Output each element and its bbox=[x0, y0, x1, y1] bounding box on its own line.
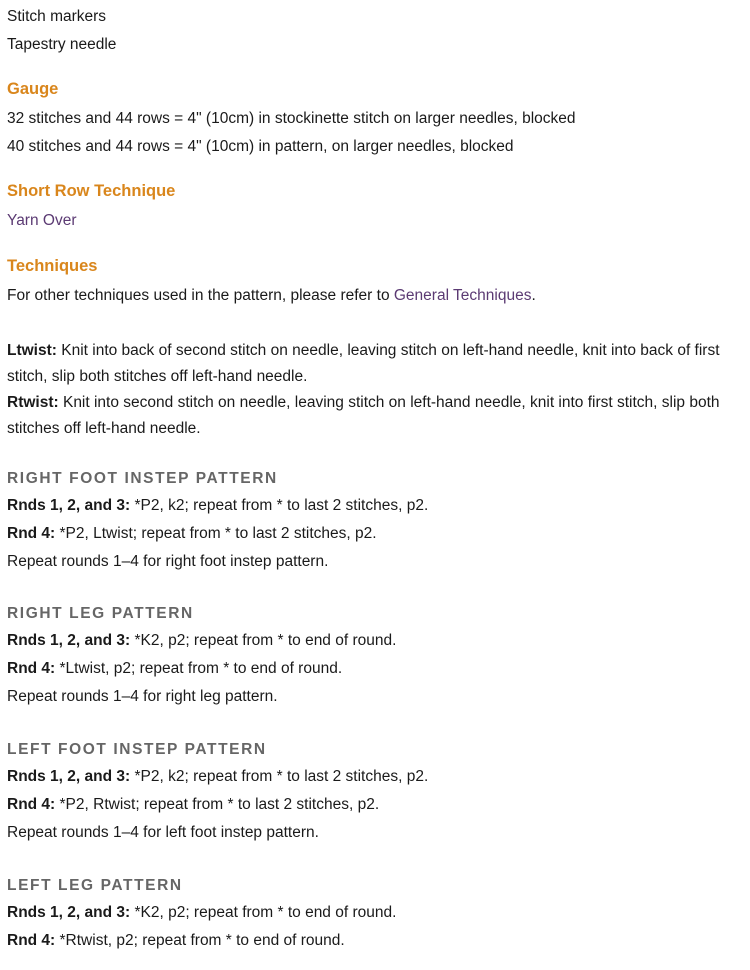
right-foot-rnd-4-text: *P2, Ltwist; repeat from * to last 2 stitches, p2. bbox=[55, 525, 377, 542]
gauge-line-pattern: 40 stitches and 44 rows = 4" (10cm) in pattern, on larger needles, blocked bbox=[7, 138, 514, 155]
ltwist-term: Ltwist: bbox=[7, 342, 57, 359]
left-leg-rnds-1-3-text: *K2, p2; repeat from * to end of round. bbox=[130, 904, 397, 921]
right-leg-rnds-1-3 bbox=[7, 627, 396, 655]
techniques-text bbox=[7, 282, 536, 310]
material-item-stitch-markers: Stitch markers bbox=[7, 8, 107, 25]
right-foot-rnds-1-3-text: *P2, k2; repeat from * to last 2 stitches, p2. bbox=[130, 497, 429, 514]
ltwist-definition bbox=[7, 338, 737, 390]
right-foot-rnd-4 bbox=[7, 520, 377, 548]
left-foot-rnds-1-3 bbox=[7, 763, 428, 791]
techniques-heading: Techniques bbox=[7, 257, 98, 275]
right-leg-repeat: Repeat rounds 1–4 for right leg pattern. bbox=[7, 688, 278, 705]
left-foot-rnd-4-label: Rnd 4: bbox=[7, 796, 56, 813]
right-foot-repeat: Repeat rounds 1–4 for right foot instep pattern. bbox=[7, 553, 329, 570]
gauge-heading: Gauge bbox=[7, 80, 59, 98]
right-foot-rnd-4-label: Rnd 4: bbox=[7, 525, 56, 542]
general-techniques-link[interactable]: General Techniques bbox=[393, 287, 532, 304]
left-foot-rnd-4-text: *P2, Rtwist; repeat from * to last 2 stitches, p2. bbox=[55, 796, 380, 813]
right-leg-heading: RIGHT LEG PATTERN bbox=[7, 605, 194, 622]
right-leg-rnd-4-text: *Ltwist, p2; repeat from * to end of round. bbox=[55, 660, 343, 677]
left-leg-rnd-4-label: Rnd 4: bbox=[7, 932, 56, 949]
gauge-line-stockinette: 32 stitches and 44 rows = 4" (10cm) in stockinette stitch on larger needles, blocked bbox=[7, 110, 576, 127]
right-foot-rnds-1-3 bbox=[7, 492, 428, 520]
ltwist-text: Knit into back of second stitch on needle, leaving stitch on left-hand needle, knit into back of first stitch, slip both stitches off left-hand needle. bbox=[7, 342, 720, 385]
material-item-tapestry-needle: Tapestry needle bbox=[7, 36, 117, 53]
left-foot-repeat: Repeat rounds 1–4 for left foot instep pattern. bbox=[7, 824, 319, 841]
rtwist-term: Rtwist: bbox=[7, 394, 59, 411]
right-leg-rnds-1-3-label: Rnds 1, 2, and 3: bbox=[7, 632, 131, 649]
right-leg-rnds-1-3-text: *K2, p2; repeat from * to end of round. bbox=[130, 632, 397, 649]
short-row-heading: Short Row Technique bbox=[7, 182, 176, 200]
left-leg-rnd-4 bbox=[7, 927, 345, 955]
left-leg-heading: LEFT LEG PATTERN bbox=[7, 877, 183, 894]
left-foot-rnds-1-3-text: *P2, k2; repeat from * to last 2 stitches, p2. bbox=[130, 768, 429, 785]
techniques-text-after: . bbox=[531, 287, 536, 304]
left-foot-instep-heading: LEFT FOOT INSTEP PATTERN bbox=[7, 741, 267, 758]
right-leg-rnd-4-label: Rnd 4: bbox=[7, 660, 56, 677]
left-leg-rnds-1-3-label: Rnds 1, 2, and 3: bbox=[7, 904, 131, 921]
techniques-text-before: For other techniques used in the pattern, please refer to bbox=[7, 287, 394, 304]
left-leg-rnd-4-text: *Rtwist, p2; repeat from * to end of round. bbox=[55, 932, 345, 949]
left-foot-rnd-4 bbox=[7, 791, 379, 819]
yarn-over-link[interactable]: Yarn Over bbox=[7, 212, 77, 229]
rtwist-definition bbox=[7, 390, 732, 442]
left-foot-rnds-1-3-label: Rnds 1, 2, and 3: bbox=[7, 768, 131, 785]
right-foot-rnds-1-3-label: Rnds 1, 2, and 3: bbox=[7, 497, 131, 514]
rtwist-text: Knit into second stitch on needle, leaving stitch on left-hand needle, knit into first stitch, slip both stitches off left-hand needle. bbox=[7, 394, 720, 437]
left-leg-rnds-1-3 bbox=[7, 899, 396, 927]
right-leg-rnd-4 bbox=[7, 655, 342, 683]
right-foot-instep-heading: RIGHT FOOT INSTEP PATTERN bbox=[7, 470, 278, 487]
